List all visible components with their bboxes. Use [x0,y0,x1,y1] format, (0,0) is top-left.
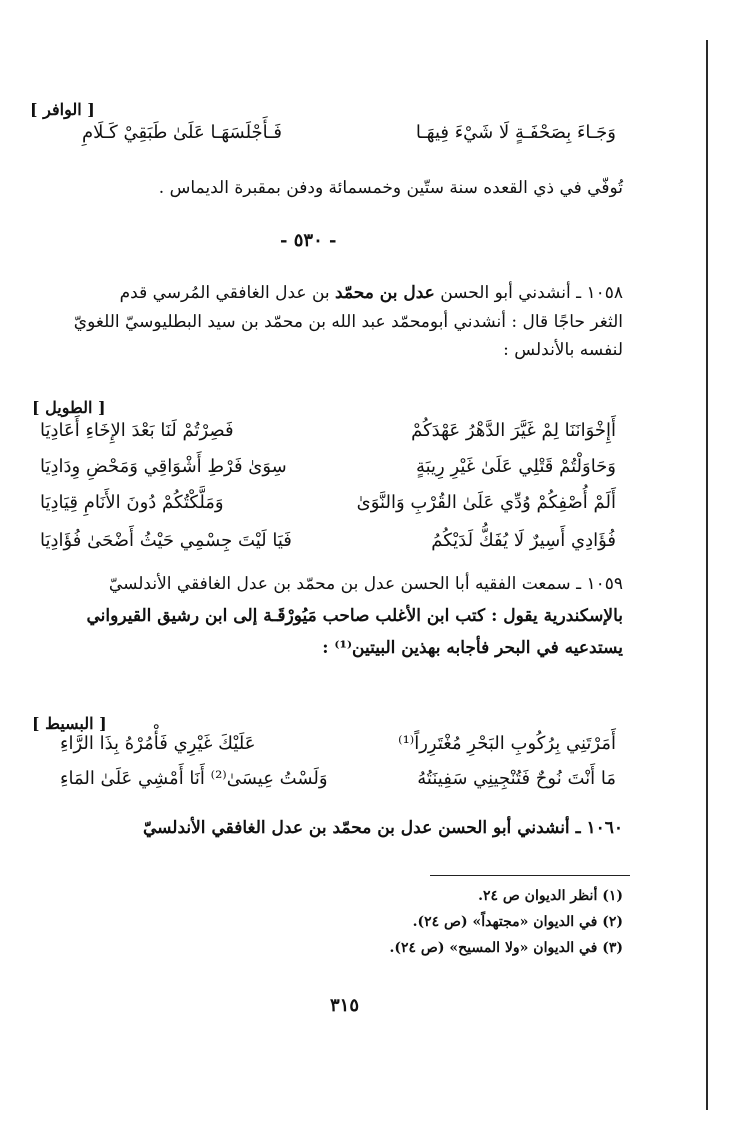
poem2-verse3-right: أَلَمْ أُصْفِكُمْ وُدِّي عَلَىٰ القُرْبِ وَالنَّوَىٰ [356,492,616,513]
page-edge-line [706,40,708,1110]
poem3-verse1-left: عَلَيْكَ غَيْرِي فَأْمُرْهُ بِذَا الرَّاءِ [60,733,256,754]
poem2-verse2-left: سِوَىٰ فَرْطِ أَشْوَاقِي وَمَحْضِ وِدَادِيَا [40,456,287,477]
poem2-verse4-right: فُؤَادِي أَسِيرٌ لَا يُفَكُّ لَدَيْكُمُ [431,530,616,551]
meter-label-wafir: [ الوافر ] [30,100,95,119]
poem3-verse2-left: وَلَسْتُ عِيسَىٰ⁽²⁾ أَنَا أَمْشِي عَلَىٰ المَاءِ [60,768,328,789]
page-number: ٣١٥ [330,995,360,1016]
death-note: تُوفّي في ذي القعده سنة ستّين وخمسمائة ودفن بمقبرة الديماس . [158,178,623,198]
meter-label-basit: [ البسيط ] [32,714,107,733]
poem3-verse2-right: مَا أَنْتَ نُوحٌ فَتُنْجِينِي سَفِينَتُهُ [417,768,616,789]
entry-1058-line2: الثغر حاجًا قال : أنشدني أبومحمّد عبد الله بن محمّد بن سيد البطليوسيّ اللغويّ [73,312,623,332]
poem3-verse1-right: أَمَرْتَنِي بِرُكُوبِ البَحْرِ مُغْتَرِراً⁽¹⁾ [398,733,616,754]
poem1-verse-left: فَـأَجْلَسَهَـا عَلَىٰ طَبَقِيْ كَـلَامِ [82,122,283,143]
section-number: - ٥٣٠ - [280,230,337,251]
entry-1058-line3: لنفسه بالأندلس : [503,340,623,360]
meter-label-tawil: [ الطويل ] [32,398,106,417]
entry-1058-suffix: بن عدل الغافقي المُرسي قدم [119,283,336,303]
entry-1058-prefix: ١٠٥٨ ـ أنشدني أبو الحسن [434,283,623,303]
poem2-verse4-left: فَيَا لَيْتَ جِسْمِي حَيْثُ أَضْحَىٰ فُؤَادِيَا [40,530,292,551]
footnote-separator [430,875,630,876]
poem1-verse-right: وَجَـاءَ بِصَحْفَـةٍ لَا شَيْءَ فِيهَـا [415,122,616,143]
footnote-1: (١) أنظر الديوان ص ٢٤. [478,888,623,904]
entry-1059-line2: بالإسكندرية يقول : كتب ابن الأغلب صاحب مَيُورْقَـة إلى ابن رشيق القيرواني [86,606,623,626]
poem2-verse1-right: أَإِخْوَانَنَا لِمْ غَيَّرَ الدَّهْرُ عَهْدَكُمْ [411,420,616,441]
entry-1059-line1: ١٠٥٩ ـ سمعت الفقيه أبا الحسن عدل بن محمّد بن عدل الغافقي الأندلسيّ [108,574,623,594]
entry-1059-line3: يستدعيه في البحر فأجابه بهذين البيتين⁽¹⁾ : [322,638,623,658]
poem2-verse3-left: وَمَلَّكْتُكُمْ دُونَ الأَنَامِ قِيَادِيَا [40,492,224,513]
entry-1060-line1: ١٠٦٠ ـ أنشدني أبو الحسن عدل بن محمّد بن عدل الغافقي الأندلسيّ [142,818,623,838]
entry-1058-line1 [120,283,623,303]
footnote-2: (٢) في الديوان «مجتهداً» (ص ٢٤). [412,914,623,930]
entry-1058-name: عدل بن محمّد [335,283,435,303]
footnote-3: (٣) في الديوان «ولا المسيح» (ص ٢٤). [389,940,623,956]
poem2-verse1-left: فَصِرْتُمْ لَنَا بَعْدَ الإِخَاءِ أَعَادِيَا [40,420,234,441]
poem2-verse2-right: وَحَاوَلْتُمْ قَتْلِي عَلَىٰ غَيْرِ رِيبَةٍ [415,456,616,477]
